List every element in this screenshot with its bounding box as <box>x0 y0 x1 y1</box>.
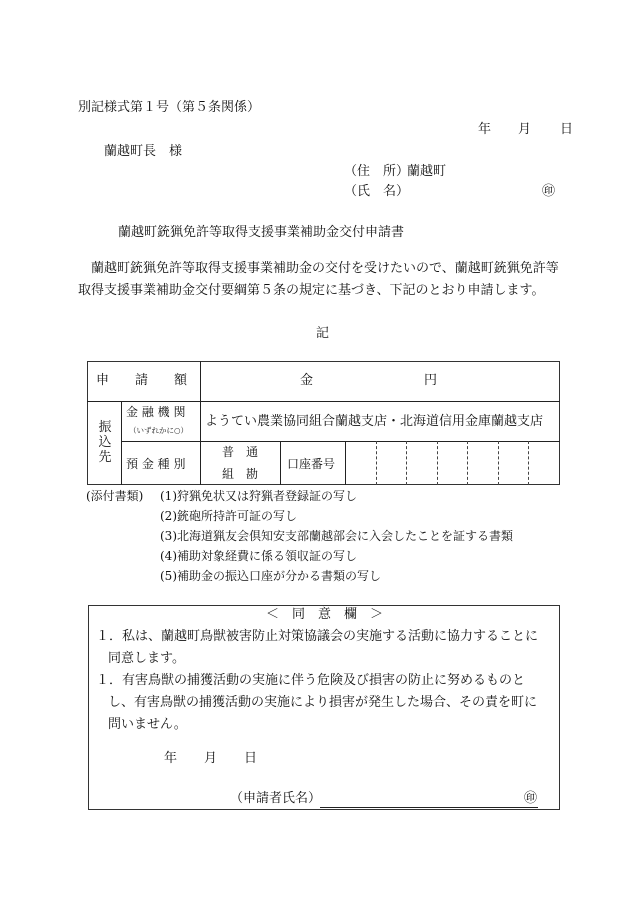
body-line-1: 蘭越町銃猟免許等取得支援事業補助金の交付を受けたいので、蘭越町銃猟免許等 <box>78 261 559 276</box>
consent-heading: ＜ 同 意 欄 ＞ <box>266 607 384 622</box>
date-day: 日 <box>560 122 574 137</box>
amount-en: 円 <box>424 373 438 388</box>
applicant-label: （申請者氏名） <box>230 791 322 806</box>
consent-seal-mark: ㊞ <box>524 791 538 806</box>
deposit-kumikan: 組 勘 <box>222 467 259 481</box>
table-row-divider <box>121 441 560 442</box>
attachment-item: (5)補助金の振込口座が分かる書類の写し <box>160 569 381 583</box>
address-value: 蘭越町 <box>407 164 447 179</box>
deposit-type-label: 預 金 種 別 <box>126 457 186 471</box>
amount-label: 申 請 額 <box>96 373 188 388</box>
account-digit-divider <box>437 441 438 485</box>
document-title: 蘭越町銃猟免許等取得支援事業補助金交付申請書 <box>118 225 405 240</box>
consent-date-day: 日 <box>244 751 258 766</box>
bank-note: （いずれかに○） <box>129 426 189 435</box>
attachment-item: (1)狩猟免状又は狩猟者登録証の写し <box>160 489 357 503</box>
bank-value: ようてい農業協同組合蘭越支店・北海道信用金庫蘭越支店 <box>205 414 544 429</box>
consent-date-year: 年 <box>164 751 178 766</box>
account-digit-divider <box>467 441 468 485</box>
account-digit-divider <box>498 441 499 485</box>
consent-item-1-line-2: 同意します。 <box>108 651 185 666</box>
address-label: （住 所） <box>344 164 410 179</box>
table-col-divider <box>200 361 201 485</box>
attachment-item: (4)補助対象経費に係る領収証の写し <box>160 549 357 563</box>
table-col-divider <box>121 401 122 485</box>
attachment-item: (3)北海道猟友会倶知安支部蘭越部会に入会したことを証する書類 <box>160 529 514 543</box>
addressee: 蘭越町長 様 <box>104 144 183 159</box>
deposit-futsu: 普 通 <box>222 445 259 459</box>
consent-date-month: 月 <box>204 751 218 766</box>
table-row-divider <box>87 401 560 402</box>
form-label: 別記様式第１号（第５条関係） <box>78 100 261 115</box>
name-label: （氏 名） <box>344 184 410 199</box>
furikomi-label: 振込先 <box>98 420 112 465</box>
seal-mark: ㊞ <box>542 184 556 199</box>
account-digit-divider <box>406 441 407 485</box>
consent-item-2-line-2: し、有害鳥獣の捕獲活動の実施により損害が発生した場合、その責を町に <box>108 695 538 710</box>
account-digit-divider <box>528 441 529 485</box>
signature-line <box>320 807 538 808</box>
date-year: 年 <box>478 122 492 137</box>
consent-item-1-line-1: １．私は、蘭越町鳥獣被害防止対策協議会の実施する活動に協力することに <box>96 629 539 644</box>
amount-kin: 金 <box>300 373 314 388</box>
consent-item-2-line-1: １．有害鳥獣の捕獲活動の実施に伴う危険及び損害の防止に努めるものと <box>96 673 526 688</box>
account-no-label: 口座番号 <box>287 457 336 471</box>
table-col-divider <box>280 441 281 485</box>
attachment-item: (2)銃砲所持許可証の写し <box>160 509 297 523</box>
consent-item-2-line-3: 問いません。 <box>108 717 187 732</box>
table-col-divider <box>345 441 346 485</box>
date-month: 月 <box>518 122 532 137</box>
attachments-label: (添付書類) <box>86 489 144 503</box>
bank-label: 金 融 機 関 <box>126 405 186 419</box>
body-line-2: 取得支援事業補助金交付要綱第５条の規定に基づき、下記のとおり申請します。 <box>78 283 545 298</box>
ki-label: 記 <box>316 326 330 341</box>
account-digit-divider <box>376 441 377 485</box>
